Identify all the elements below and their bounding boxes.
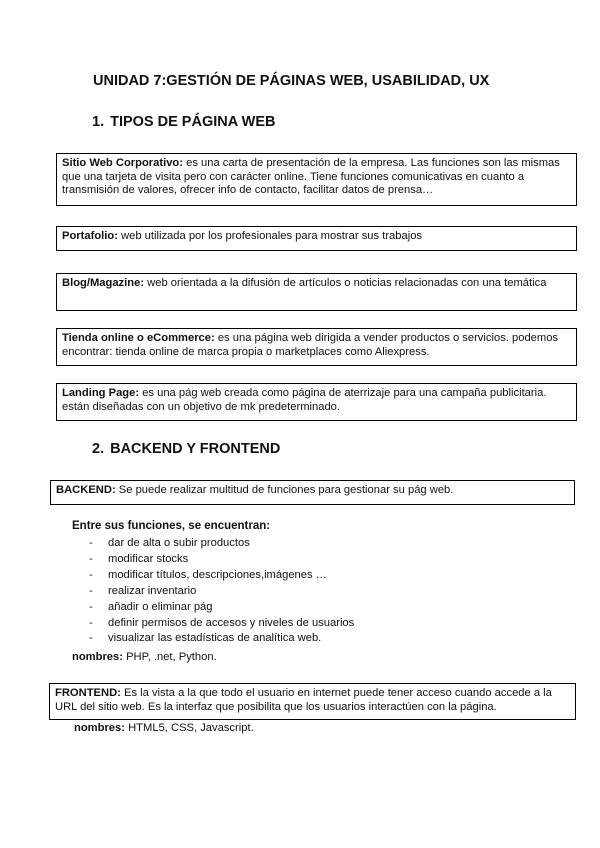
list-item: - modificar títulos, descripciones,imágenes … — [89, 568, 354, 584]
term-label: Landing Page: — [62, 387, 140, 399]
definition-box-portafolio — [56, 226, 577, 251]
term-label: BACKEND: — [56, 484, 116, 496]
term-text: es una carta de presentación de la empresa. Las funciones son las mismas que una tarjeta de visita pero con carácter online. Tiene funciones comunicativas en cuanto a transmisión de valores, ofrecer info de contacto, facilitar datos de prensa… — [62, 157, 560, 196]
definition-box-ecommerce — [56, 328, 577, 366]
names-label: nombres: — [74, 722, 125, 734]
section-1-number: 1. — [92, 114, 105, 130]
frontend-box — [49, 683, 576, 720]
term-text: Se puede realizar multitud de funciones para gestionar su pág web. — [118, 484, 454, 496]
section-2-number: 2. — [92, 441, 105, 457]
list-item: - dar de alta o subir productos — [89, 536, 354, 552]
list-item: - visualizar las estadísticas de analítica web. — [89, 631, 354, 647]
list-item: - definir permisos de accesos y niveles de usuarios — [89, 616, 354, 632]
list-item: - añadir o eliminar pág — [89, 600, 354, 616]
page-title: UNIDAD 7:GESTIÓN DE PÁGINAS WEB, USABILIDAD, UX — [93, 73, 490, 89]
names-label: nombres: — [72, 651, 123, 663]
term-text: es una página web dirigida a vender productos o servicios. podemos encontrar: tienda online de marca propia o marketplaces como Aliexpress. — [62, 332, 559, 358]
names-text: PHP, .net, Python. — [126, 651, 217, 663]
term-label: Tienda online o eCommerce: — [62, 332, 215, 344]
term-label: Sitio Web Corporativo: — [62, 157, 183, 169]
section-1-title: TIPOS DE PÁGINA WEB — [110, 114, 276, 130]
section-2-title: BACKEND Y FRONTEND — [110, 441, 281, 457]
section-1-heading — [92, 114, 276, 130]
functions-list — [89, 536, 354, 647]
list-item: - realizar inventario — [89, 584, 354, 600]
backend-names — [72, 651, 217, 663]
definition-box-corporativo — [56, 153, 577, 206]
section-2-heading — [92, 441, 280, 457]
term-label: Portafolio: — [62, 230, 118, 242]
term-text: web orientada a la difusión de artículos o noticias relacionadas con una temática — [147, 277, 547, 289]
definition-box-landing — [56, 383, 577, 421]
names-text: HTML5, CSS, Javascript. — [128, 722, 254, 734]
functions-heading: Entre sus funciones, se encuentran: — [72, 520, 271, 532]
backend-box — [50, 480, 575, 505]
term-text: Es la vista a la que todo el usuario en internet puede tener acceso cuando accede a la URL del sitio web. Es la interfaz que posibilita que los usuarios interactúen con la página. — [55, 687, 552, 713]
frontend-names — [74, 722, 254, 734]
list-item: - modificar stocks — [89, 552, 354, 568]
term-label: FRONTEND: — [55, 687, 121, 699]
definition-box-blog — [56, 273, 577, 311]
term-label: Blog/Magazine: — [62, 277, 145, 289]
term-text: web utilizada por los profesionales para mostrar sus trabajos — [121, 230, 423, 242]
term-text: es una pág web creada como página de aterrizaje para una campaña publicitaria. están diseñadas con un objetivo de mk predeterminado. — [62, 387, 547, 413]
